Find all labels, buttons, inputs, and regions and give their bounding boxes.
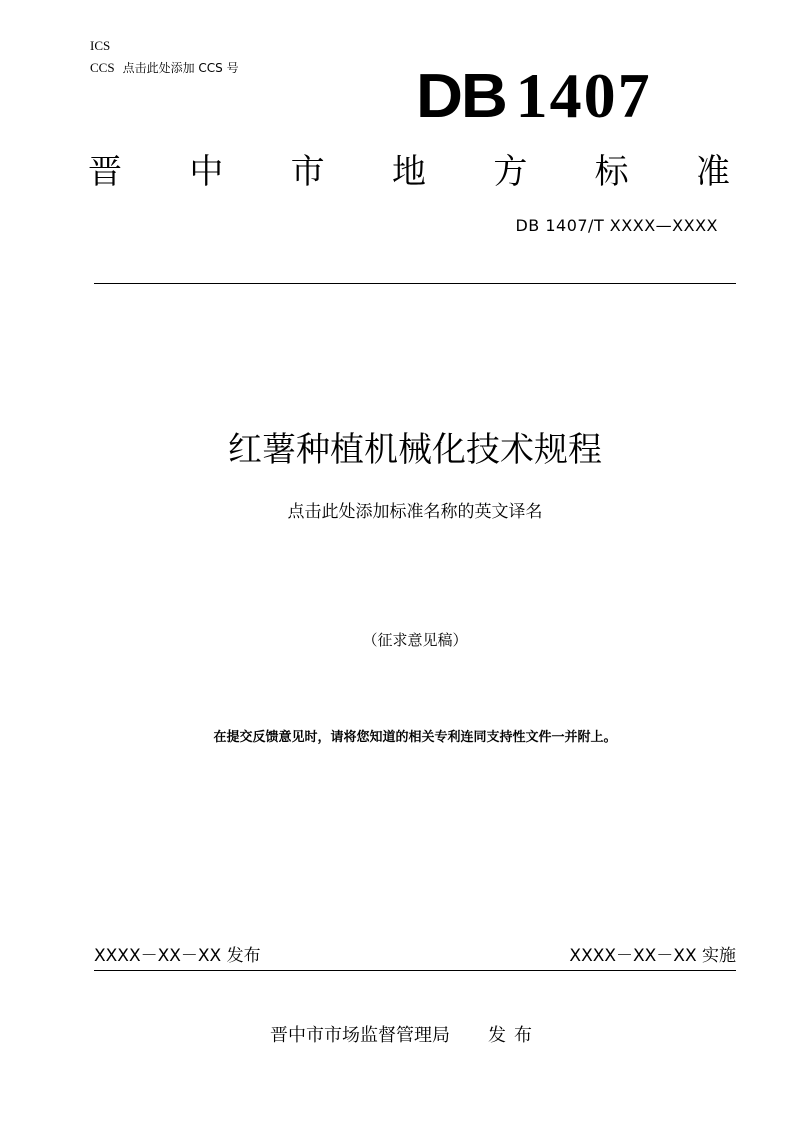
patent-notice: 在提交反馈意见时，请将您知道的相关专利连同支持性文件一并附上。 (213, 730, 617, 745)
top-divider (94, 283, 736, 284)
standard-number: DB 1407/T XXXX—XXXX (515, 216, 718, 235)
draft-status: （征求意见稿） (362, 631, 468, 649)
standard-type-title (88, 148, 730, 196)
db-letters: DB (416, 62, 506, 131)
db-code-logo (416, 62, 682, 130)
standard-title-char: 市 (290, 152, 325, 192)
ccs-label: CCS (90, 60, 115, 75)
standard-title-char: 标 (594, 152, 629, 192)
issue-date: XXXX－XX－XX 发布 (94, 946, 261, 966)
standard-title-char: 晋 (88, 152, 122, 192)
publisher-name: 晋中市市场监督管理局 (270, 1025, 450, 1046)
ccs-line (90, 60, 239, 76)
standard-title-char: 准 (695, 152, 730, 192)
publisher-line (270, 1023, 540, 1049)
ccs-placeholder[interactable]: 点击此处添加 CCS 号 (122, 61, 239, 75)
ics-label: ICS (90, 38, 111, 53)
standard-title-char: 中 (189, 152, 224, 192)
db-number: 1407 (515, 60, 652, 131)
publisher-action: 发布 (488, 1025, 540, 1046)
standard-title-char: 地 (391, 152, 426, 192)
implementation-date: XXXX－XX－XX 实施 (569, 946, 736, 966)
document-title: 红薯种植机械化技术规程 (228, 430, 602, 470)
english-title-placeholder[interactable]: 点击此处添加标准名称的英文译名 (287, 502, 543, 522)
standard-title-char: 方 (493, 152, 528, 192)
bottom-divider (94, 970, 736, 971)
